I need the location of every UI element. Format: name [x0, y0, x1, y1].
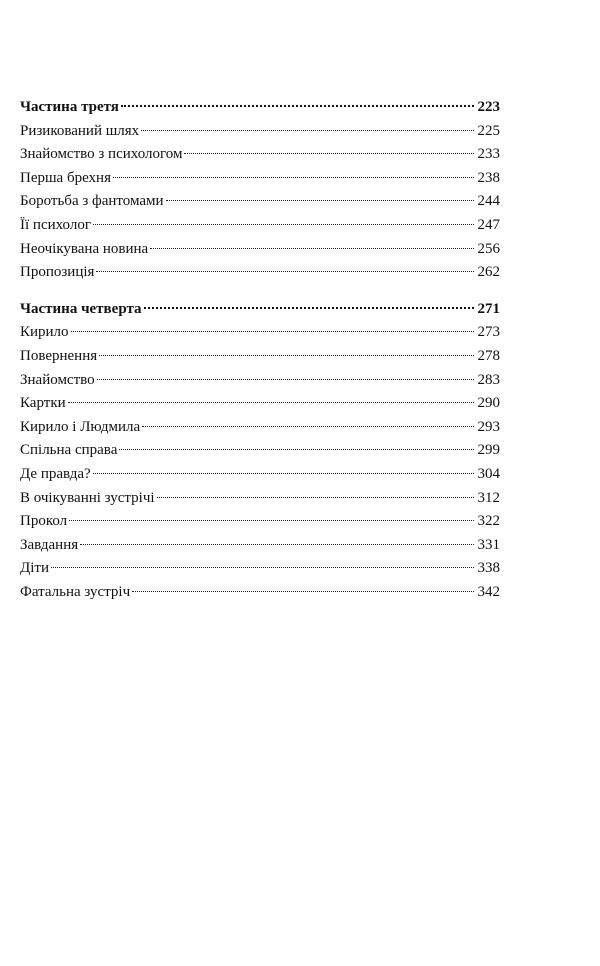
- toc-entry: [20, 214, 500, 238]
- toc-entry-title: В очікуванні зустрічі: [20, 489, 155, 506]
- toc-entry: [20, 534, 500, 558]
- dot-leader: [142, 425, 474, 427]
- dot-leader: [99, 354, 474, 356]
- toc-heading-title: Частина третя: [20, 99, 119, 115]
- toc-entry-page: 304: [477, 465, 500, 482]
- dot-leader: [97, 378, 474, 380]
- toc-entry-page: 278: [477, 347, 500, 364]
- toc-entry-title: Кирило і Людмила: [20, 418, 141, 435]
- toc-entry: [20, 369, 500, 393]
- toc-section-part-three: [20, 96, 500, 285]
- toc-heading-page: 271: [477, 300, 500, 317]
- toc-entry-title: Фатальна зустріч: [20, 583, 131, 600]
- toc-entry: [20, 345, 500, 369]
- toc-entry-title: Пропозиція: [20, 264, 95, 281]
- dot-leader: [96, 270, 474, 272]
- toc-entry-title: Її психолог: [20, 216, 91, 233]
- dot-leader: [113, 176, 474, 178]
- toc-entry-page: 262: [477, 264, 500, 281]
- toc-entry: [20, 120, 500, 144]
- toc-entry-title: Повернення: [20, 347, 98, 364]
- table-of-contents: [20, 96, 500, 617]
- toc-entry-page: 293: [477, 418, 500, 435]
- toc-entry: [20, 581, 500, 605]
- dot-leader: [69, 519, 474, 521]
- toc-entry: [20, 238, 500, 262]
- toc-entry: [20, 439, 500, 463]
- toc-entry-page: 338: [477, 560, 500, 577]
- toc-entry-title: Прокол: [20, 513, 68, 530]
- toc-entry-title: Кирило: [20, 324, 69, 341]
- toc-entry: [20, 392, 500, 416]
- toc-entry-title: Боротьба з фантомами: [20, 193, 164, 210]
- toc-entry-page: 331: [477, 536, 500, 553]
- dot-leader: [71, 330, 474, 332]
- toc-entry-page: 283: [477, 371, 500, 388]
- toc-entry-title: Де правда?: [20, 465, 91, 482]
- toc-entry-title: Ризикований шлях: [20, 122, 140, 139]
- toc-entry: [20, 463, 500, 487]
- toc-entry-page: 322: [477, 513, 500, 530]
- toc-entry-page: 273: [477, 324, 500, 341]
- toc-heading-title: Частина четверта: [20, 300, 142, 317]
- dot-leader: [184, 152, 474, 154]
- toc-entry-page: 244: [477, 193, 500, 210]
- toc-entry: [20, 510, 500, 534]
- toc-entry-title: Діти: [20, 560, 49, 577]
- dot-leader: [121, 104, 474, 107]
- dot-leader: [132, 590, 474, 592]
- toc-heading: [20, 298, 500, 322]
- dot-leader: [93, 472, 474, 474]
- dot-leader: [141, 129, 474, 131]
- toc-entry: [20, 167, 500, 191]
- dot-leader: [51, 566, 474, 568]
- toc-entry: [20, 557, 500, 581]
- toc-entry-page: 342: [477, 583, 500, 600]
- toc-section-part-four: [20, 298, 500, 605]
- toc-entry-title: Знайомство: [20, 371, 95, 388]
- dot-leader: [68, 401, 474, 403]
- toc-entry: [20, 416, 500, 440]
- toc-entry-title: Картки: [20, 395, 66, 412]
- toc-entry-page: 233: [477, 146, 500, 163]
- toc-entry-title: Спільна справа: [20, 442, 118, 459]
- dot-leader: [150, 247, 474, 249]
- dot-leader: [144, 306, 474, 309]
- dot-leader: [166, 199, 474, 201]
- toc-entry-title: Завдання: [20, 536, 79, 553]
- toc-entry-page: 225: [477, 122, 500, 139]
- toc-entry-page: 238: [477, 169, 500, 186]
- toc-entry: [20, 261, 500, 285]
- dot-leader: [119, 448, 474, 450]
- toc-entry-title: Неочікувана новина: [20, 240, 149, 257]
- dot-leader: [157, 496, 474, 498]
- dot-leader: [93, 223, 474, 225]
- dot-leader: [80, 543, 474, 545]
- toc-entry-page: 290: [477, 395, 500, 412]
- toc-entry-page: 299: [477, 442, 500, 459]
- toc-entry-page: 312: [477, 489, 500, 506]
- toc-heading: [20, 96, 500, 120]
- toc-entry: [20, 321, 500, 345]
- toc-entry-page: 247: [477, 216, 500, 233]
- toc-entry-page: 256: [477, 240, 500, 257]
- toc-entry-title: Перша брехня: [20, 169, 111, 186]
- toc-entry-title: Знайомство з психологом: [20, 146, 183, 163]
- toc-entry: [20, 487, 500, 511]
- toc-entry: [20, 190, 500, 214]
- toc-entry: [20, 143, 500, 167]
- toc-heading-page: 223: [477, 99, 500, 115]
